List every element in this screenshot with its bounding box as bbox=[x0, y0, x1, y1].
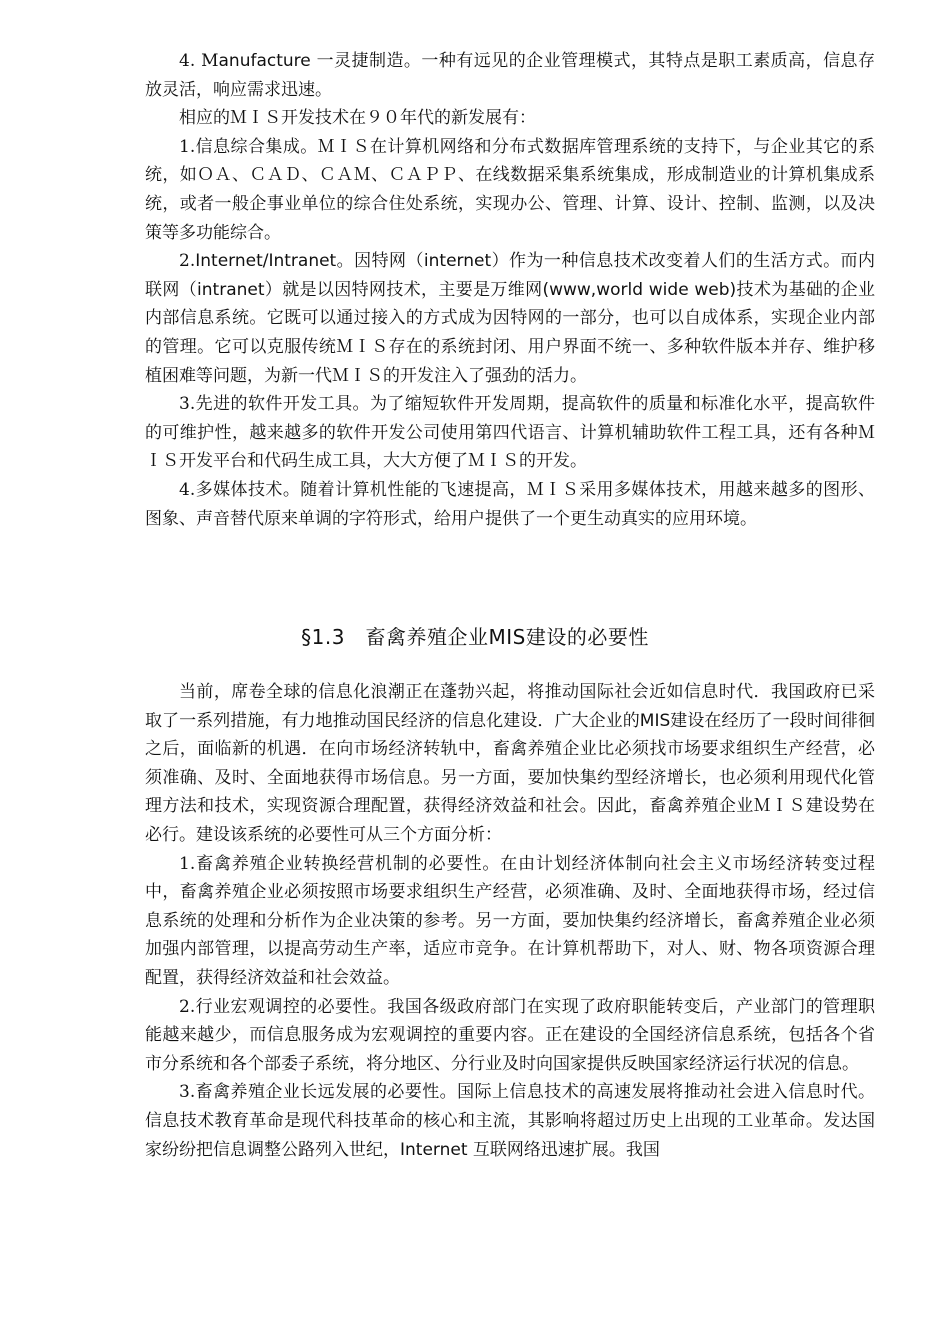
paragraph-text: 畜禽养殖企业长远发展的必要性。国际上信息技术的高速发展将推动社会进入信息时代。信息技术教育革命是现代科技革命的核心和主流，其影响将超过历史上出现的工业革命。发达国家纷纷把信息调整公路列入世纪，Internet 互联网络迅速扩展。我国 bbox=[145, 1082, 875, 1160]
paragraph-number: 2. bbox=[179, 996, 196, 1017]
paragraph-text: 行业宏观调控的必要性。我国各级政府部门在实现了政府职能转变后，产业部门的管理职能越来越少，而信息服务成为宏观调控的重要内容。正在建设的全国经济信息系统，包括各个省市分系统和各个部委子系统，将分地区、分行业及时向国家提供反映国家经济运行状况的信息。 bbox=[145, 996, 875, 1074]
section-heading: §1.3 畜禽养殖企业MIS建设的必要性 bbox=[301, 625, 649, 649]
paragraph-number: 2. bbox=[179, 251, 196, 272]
paragraph-text: Internet/Intranet。因特网（internet）作为一种信息技术改变着人们的生活方式。而内联网（intranet）就是以因特网技术，主要是万维网(www,world wide web)技术为基础的企业内部信息系统。它既可以通过接入的方式成为因特网的一部分，也可以自成体系，实现企业内部的管理。它可以克服传统ＭＩＳ存在的系统封闭、用户界面不统一、多种软件版本并存、维护移植困难等问题，为新一代ＭＩＳ的开发注入了强劲的活力。 bbox=[145, 251, 875, 386]
paragraph-number: 3. bbox=[179, 1082, 196, 1103]
paragraph-integration bbox=[145, 133, 875, 247]
top-section bbox=[145, 47, 875, 533]
paragraph-intro bbox=[145, 104, 875, 133]
paragraph-number: 1. bbox=[179, 136, 196, 157]
paragraph-internet bbox=[145, 247, 875, 390]
paragraph-text: 多媒体技术。随着计算机性能的飞速提高，ＭＩＳ采用多媒体技术，用越来越多的图形、图象、声音替代原来单调的字符形式，给用户提供了一个更生动真实的应用环境。 bbox=[145, 479, 875, 529]
paragraph-text: 先进的软件开发工具。为了缩短软件开发周期，提高软件的质量和标准化水平，提高软件的可维护性，越来越多的软件开发公司使用第四代语言、计算机辅助软件工程工具，还有各种ＭＩＳ开发平台和代码生成工具，大大方便了ＭＩＳ的开发。 bbox=[145, 394, 875, 472]
paragraph-manufacture bbox=[145, 47, 875, 104]
paragraph-number: 4. bbox=[179, 479, 196, 500]
paragraph-number: 1. bbox=[179, 853, 196, 874]
paragraph-text: 畜禽养殖企业转换经营机制的必要性。在由计划经济体制向社会主义市场经济转变过程中，畜禽养殖企业必须按照市场要求组织生产经营，必须准确、及时、全面地获得市场，经过信息系统的处理和分析作为企业决策的参考。另一方面，要加快集约经济增长，畜禽养殖企业必须加强内部管理，以提高劳动生产率，适应市竞争。在计算机帮助下，对人、财、物各项资源合理配置，获得经济效益和社会效益。 bbox=[145, 853, 875, 988]
paragraph-current-situation bbox=[145, 678, 875, 850]
paragraph-number: 3. bbox=[179, 394, 196, 415]
paragraph-tools bbox=[145, 390, 875, 476]
paragraph-number: 4. M bbox=[179, 51, 219, 71]
paragraph-text: 信息综合集成。ＭＩＳ在计算机网络和分布式数据库管理系统的支持下，与企业其它的系统，如ＯＡ、ＣＡＤ、ＣＡＭ、ＣＡＰＰ、在线数据采集系统集成，形成制造业的计算机集成系统，或者一般企事业单位的综合住处系统，实现办公、管理、计算、设计、控制、监测，以及决策等多功能综合。 bbox=[145, 136, 875, 243]
paragraph-mechanism bbox=[145, 850, 875, 993]
paragraph-macro-control bbox=[145, 993, 875, 1079]
paragraph-multimedia bbox=[145, 476, 875, 533]
paragraph-text: 相应的ＭＩＳ开发技术在９０年代的新发展有： bbox=[179, 108, 536, 129]
paragraph-long-term bbox=[145, 1078, 875, 1164]
paragraph-text: anufacture 一灵捷制造。一种有远见的企业管理模式，其特点是职工素质高，信息存放灵活，响应需求迅速。 bbox=[145, 51, 875, 100]
necessity-section bbox=[145, 678, 875, 1164]
paragraph-text: 当前，席卷全球的信息化浪潮正在蓬勃兴起，将推动国际社会近如信息时代．我国政府已采取了一系列措施，有力地推动国民经济的信息化建设．广大企业的MIS建设在经历了一段时间徘徊之后，面临新的机遇．在向市场经济转轨中，畜禽养殖企业比必须找市场要求组织生产经营，必须准确、及时、全面地获得市场信息。另一方面，要加快集约型经济增长，也必须利用现代化管理方法和技术，实现资源合理配置，获得经济效益和社会。因此，畜禽养殖企业ＭＩＳ建设势在必行。建设该系统的必要性可从三个方面分析： bbox=[145, 682, 875, 845]
